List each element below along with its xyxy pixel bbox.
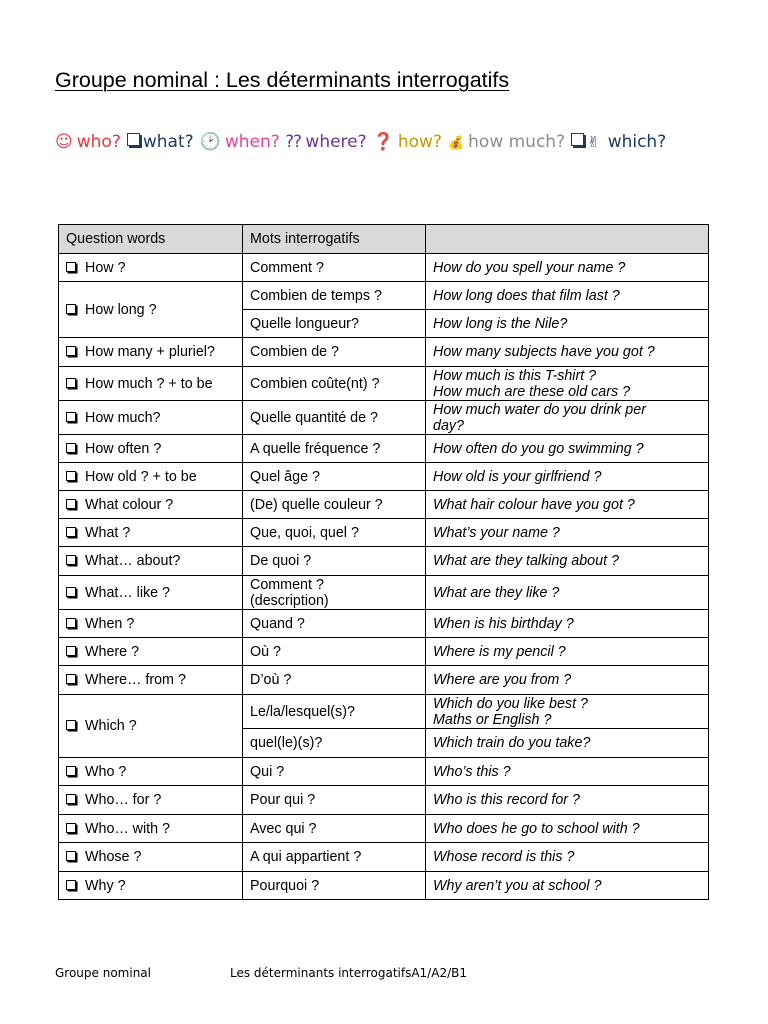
table-row [59, 843, 709, 872]
wordbar-item [373, 132, 445, 152]
wordbar-label: where? [305, 132, 367, 152]
french-word: Pour qui ? [250, 792, 316, 808]
checkbox-icon [66, 378, 76, 388]
checkbox-icon [66, 587, 76, 597]
map-icon: ⁇ [285, 132, 302, 152]
example-cell [426, 872, 709, 900]
example-line: day? [433, 417, 465, 434]
table-row [59, 491, 709, 519]
french-word: Quelle quantité de ? [250, 409, 378, 426]
question-word-cell [59, 463, 243, 491]
french-cell [243, 367, 426, 401]
french-cell [243, 310, 426, 338]
example-line: Why aren’t you at school ? [433, 877, 602, 894]
table-row [59, 610, 709, 638]
wordbar-item [127, 132, 197, 152]
example-line: How long is the Nile? [433, 315, 568, 332]
question-word-cell [59, 435, 243, 463]
example-cell [426, 729, 709, 758]
wordbar-item: ✌ which? [571, 132, 669, 152]
example-line: How many subjects have you got ? [433, 344, 655, 360]
french-word: De quoi ? [250, 553, 312, 569]
french-word: A quelle fréquence ? [250, 440, 381, 457]
question-word: When ? [85, 615, 135, 632]
table-row [59, 872, 709, 900]
question-word: How much ? + to be [85, 375, 213, 392]
footer-left: Groupe nominal [55, 966, 151, 980]
question-word: What… about? [85, 553, 181, 569]
example-line: What are they talking about ? [433, 553, 619, 569]
table-row [59, 547, 709, 576]
french-line: (description) [250, 592, 329, 609]
checkbox-icon [66, 794, 76, 804]
table-row [59, 338, 709, 367]
question-words-table [58, 224, 709, 900]
wordbar-item [200, 132, 283, 152]
question-word-cell [59, 547, 243, 576]
checkbox-icon [66, 346, 76, 356]
example-line: Whose record is this ? [433, 849, 575, 865]
french-word: Quand ? [250, 615, 305, 632]
question-word: How often ? [85, 440, 162, 457]
example-line: How do you spell your name ? [433, 259, 626, 276]
question-word: Which ? [85, 718, 137, 734]
question-word: How many + pluriel? [85, 344, 215, 360]
question-word: Whose ? [85, 849, 142, 865]
table-header-row [59, 225, 709, 254]
question-word-bar [55, 132, 672, 152]
checkbox-icon [66, 412, 76, 422]
question-word-cell [59, 872, 243, 900]
checkbox-icon [66, 674, 76, 684]
french-cell [243, 491, 426, 519]
example-cell [426, 282, 709, 310]
question-word: Why ? [85, 877, 126, 894]
example-cell [426, 815, 709, 843]
example-cell [426, 401, 709, 435]
example-cell [426, 367, 709, 401]
question-word: Where… from ? [85, 672, 186, 688]
question-word-cell [59, 666, 243, 695]
example-cell [426, 666, 709, 695]
example-cell [426, 491, 709, 519]
french-word: Combien de temps ? [250, 287, 382, 304]
checkbox-icon [66, 304, 76, 314]
question-word-cell [59, 576, 243, 610]
header-examples [426, 225, 709, 254]
example-cell [426, 695, 709, 729]
table-row [59, 695, 709, 729]
example-line: Maths or English ? [433, 711, 552, 728]
example-line: How much are these old cars ? [433, 383, 631, 400]
french-word: Quel âge ? [250, 468, 320, 485]
question-word-cell [59, 282, 243, 338]
question-word-cell [59, 815, 243, 843]
french-word: Quelle longueur? [250, 315, 359, 332]
question-icon: ❓ [372, 132, 394, 152]
french-word: Le/la/lesquel(s)? [250, 703, 355, 720]
example-line: What hair colour have you got ? [433, 496, 635, 513]
question-word-cell [59, 254, 243, 282]
checkbox-icon [66, 823, 76, 833]
example-cell [426, 758, 709, 786]
table-row [59, 463, 709, 491]
example-cell [426, 786, 709, 815]
clock-icon: 🕑 [199, 132, 221, 152]
table-row [59, 666, 709, 695]
example-cell [426, 576, 709, 610]
example-line: How old is your girlfriend ? [433, 468, 602, 485]
french-word: D’où ? [250, 672, 292, 688]
example-line: What are they like ? [433, 584, 560, 601]
french-cell [243, 254, 426, 282]
french-cell [243, 666, 426, 695]
checkbox-icon [66, 555, 76, 565]
page-title: Groupe nominal : Les déterminants interrogatifs [55, 68, 510, 92]
wordbar-item [286, 132, 370, 152]
question-word: How old ? + to be [85, 468, 197, 485]
table-row [59, 576, 709, 610]
wordbar-label: how much? [468, 132, 566, 152]
checkbox-icon [66, 766, 76, 776]
example-line: How often do you go swimming ? [433, 440, 644, 457]
french-word: quel(le)(s)? [250, 735, 323, 751]
checkbox-icon [66, 262, 76, 272]
french-word: Avec qui ? [250, 820, 317, 837]
example-line: Where are you from ? [433, 672, 572, 688]
example-cell [426, 254, 709, 282]
wordbar-item [55, 132, 124, 152]
french-word: (De) quelle couleur ? [250, 496, 383, 513]
french-cell [243, 463, 426, 491]
french-cell [243, 786, 426, 815]
example-line: Where is my pencil ? [433, 643, 566, 660]
question-word-cell [59, 519, 243, 547]
table-row [59, 758, 709, 786]
table-row [59, 254, 709, 282]
example-line: How much water do you drink per [433, 401, 646, 418]
table-row [59, 815, 709, 843]
wordbar-label: what? [142, 132, 194, 152]
example-cell [426, 547, 709, 576]
table-row [59, 435, 709, 463]
box-victory-hand-icon [571, 133, 584, 146]
question-word-cell [59, 786, 243, 815]
table-row [59, 519, 709, 547]
header-question-words: Question words [59, 225, 243, 254]
checkbox-icon [66, 443, 76, 453]
question-word-cell [59, 338, 243, 367]
smiley-icon: ☺ [55, 132, 73, 152]
french-word: Où ? [250, 643, 281, 660]
question-word: How much? [85, 409, 161, 426]
example-cell [426, 638, 709, 666]
example-line: When is his birthday ? [433, 615, 574, 632]
french-word: Que, quoi, quel ? [250, 524, 359, 541]
french-cell [243, 638, 426, 666]
table-row [59, 367, 709, 401]
checkbox-icon [66, 646, 76, 656]
french-cell [243, 547, 426, 576]
example-cell [426, 338, 709, 367]
question-word: Who… with ? [85, 820, 171, 837]
french-cell [243, 401, 426, 435]
money-bag-icon: 💰 [447, 136, 465, 151]
french-cell [243, 435, 426, 463]
checkbox-icon [66, 471, 76, 481]
wordbar-label: when? [224, 132, 280, 152]
question-word: Who… for ? [85, 792, 162, 808]
french-cell [243, 610, 426, 638]
wordbar-label: which? [607, 132, 667, 152]
question-word-cell [59, 843, 243, 872]
french-word: Qui ? [250, 763, 285, 780]
question-word: How long ? [85, 301, 157, 318]
french-cell [243, 729, 426, 758]
example-line: How much is this T-shirt ? [433, 367, 597, 384]
french-word: Combien coûte(nt) ? [250, 375, 380, 392]
question-word-cell [59, 758, 243, 786]
wordbar-label: who? [76, 132, 121, 152]
french-cell [243, 576, 426, 610]
checkbox-icon [66, 851, 76, 861]
french-line: Comment ? [250, 576, 324, 593]
example-cell [426, 843, 709, 872]
french-cell [243, 695, 426, 729]
footer-right: Les déterminants interrogatifsA1/A2/B1 [230, 966, 467, 980]
french-cell [243, 519, 426, 547]
question-word: What colour ? [85, 496, 174, 513]
french-word: A qui appartient ? [250, 849, 362, 865]
table-row [59, 786, 709, 815]
example-line: How long does that film last ? [433, 287, 620, 304]
wordbar-label: how? [397, 132, 442, 152]
example-cell [426, 519, 709, 547]
example-line: Who does he go to school with ? [433, 820, 640, 837]
header-mots-interrogatifs: Mots interrogatifs [243, 225, 426, 254]
question-word-cell [59, 695, 243, 758]
checkbox-icon [66, 720, 76, 730]
question-word: How ? [85, 259, 126, 276]
wordbar-item [448, 132, 568, 152]
checkbox-icon [66, 499, 76, 509]
table-row [59, 638, 709, 666]
question-word-cell [59, 401, 243, 435]
question-word: What ? [85, 524, 131, 541]
example-cell [426, 463, 709, 491]
question-word-cell [59, 638, 243, 666]
french-word: Combien de ? [250, 344, 340, 360]
checkbox-icon [66, 527, 76, 537]
checkbox-icon [66, 618, 76, 628]
example-cell [426, 310, 709, 338]
french-word: Pourquoi ? [250, 877, 320, 894]
question-word: Where ? [85, 643, 140, 660]
french-cell [243, 338, 426, 367]
french-cell [243, 282, 426, 310]
french-cell [243, 815, 426, 843]
example-cell [426, 435, 709, 463]
question-word-cell [59, 491, 243, 519]
example-line: Who’s this ? [433, 763, 511, 780]
example-line: Who is this record for ? [433, 792, 580, 808]
example-line: What’s your name ? [433, 524, 560, 541]
table-row [59, 282, 709, 310]
french-cell [243, 843, 426, 872]
example-line: Which train do you take? [433, 735, 591, 751]
question-word: Who ? [85, 763, 127, 780]
question-word: What… like ? [85, 584, 171, 601]
table-row [59, 401, 709, 435]
french-cell [243, 758, 426, 786]
question-word-cell [59, 367, 243, 401]
example-line: Which do you like best ? [433, 695, 588, 712]
example-cell [426, 610, 709, 638]
french-word: Comment ? [250, 259, 324, 276]
french-cell [243, 872, 426, 900]
box-icon [127, 133, 140, 146]
checkbox-icon [66, 880, 76, 890]
question-word-cell [59, 610, 243, 638]
